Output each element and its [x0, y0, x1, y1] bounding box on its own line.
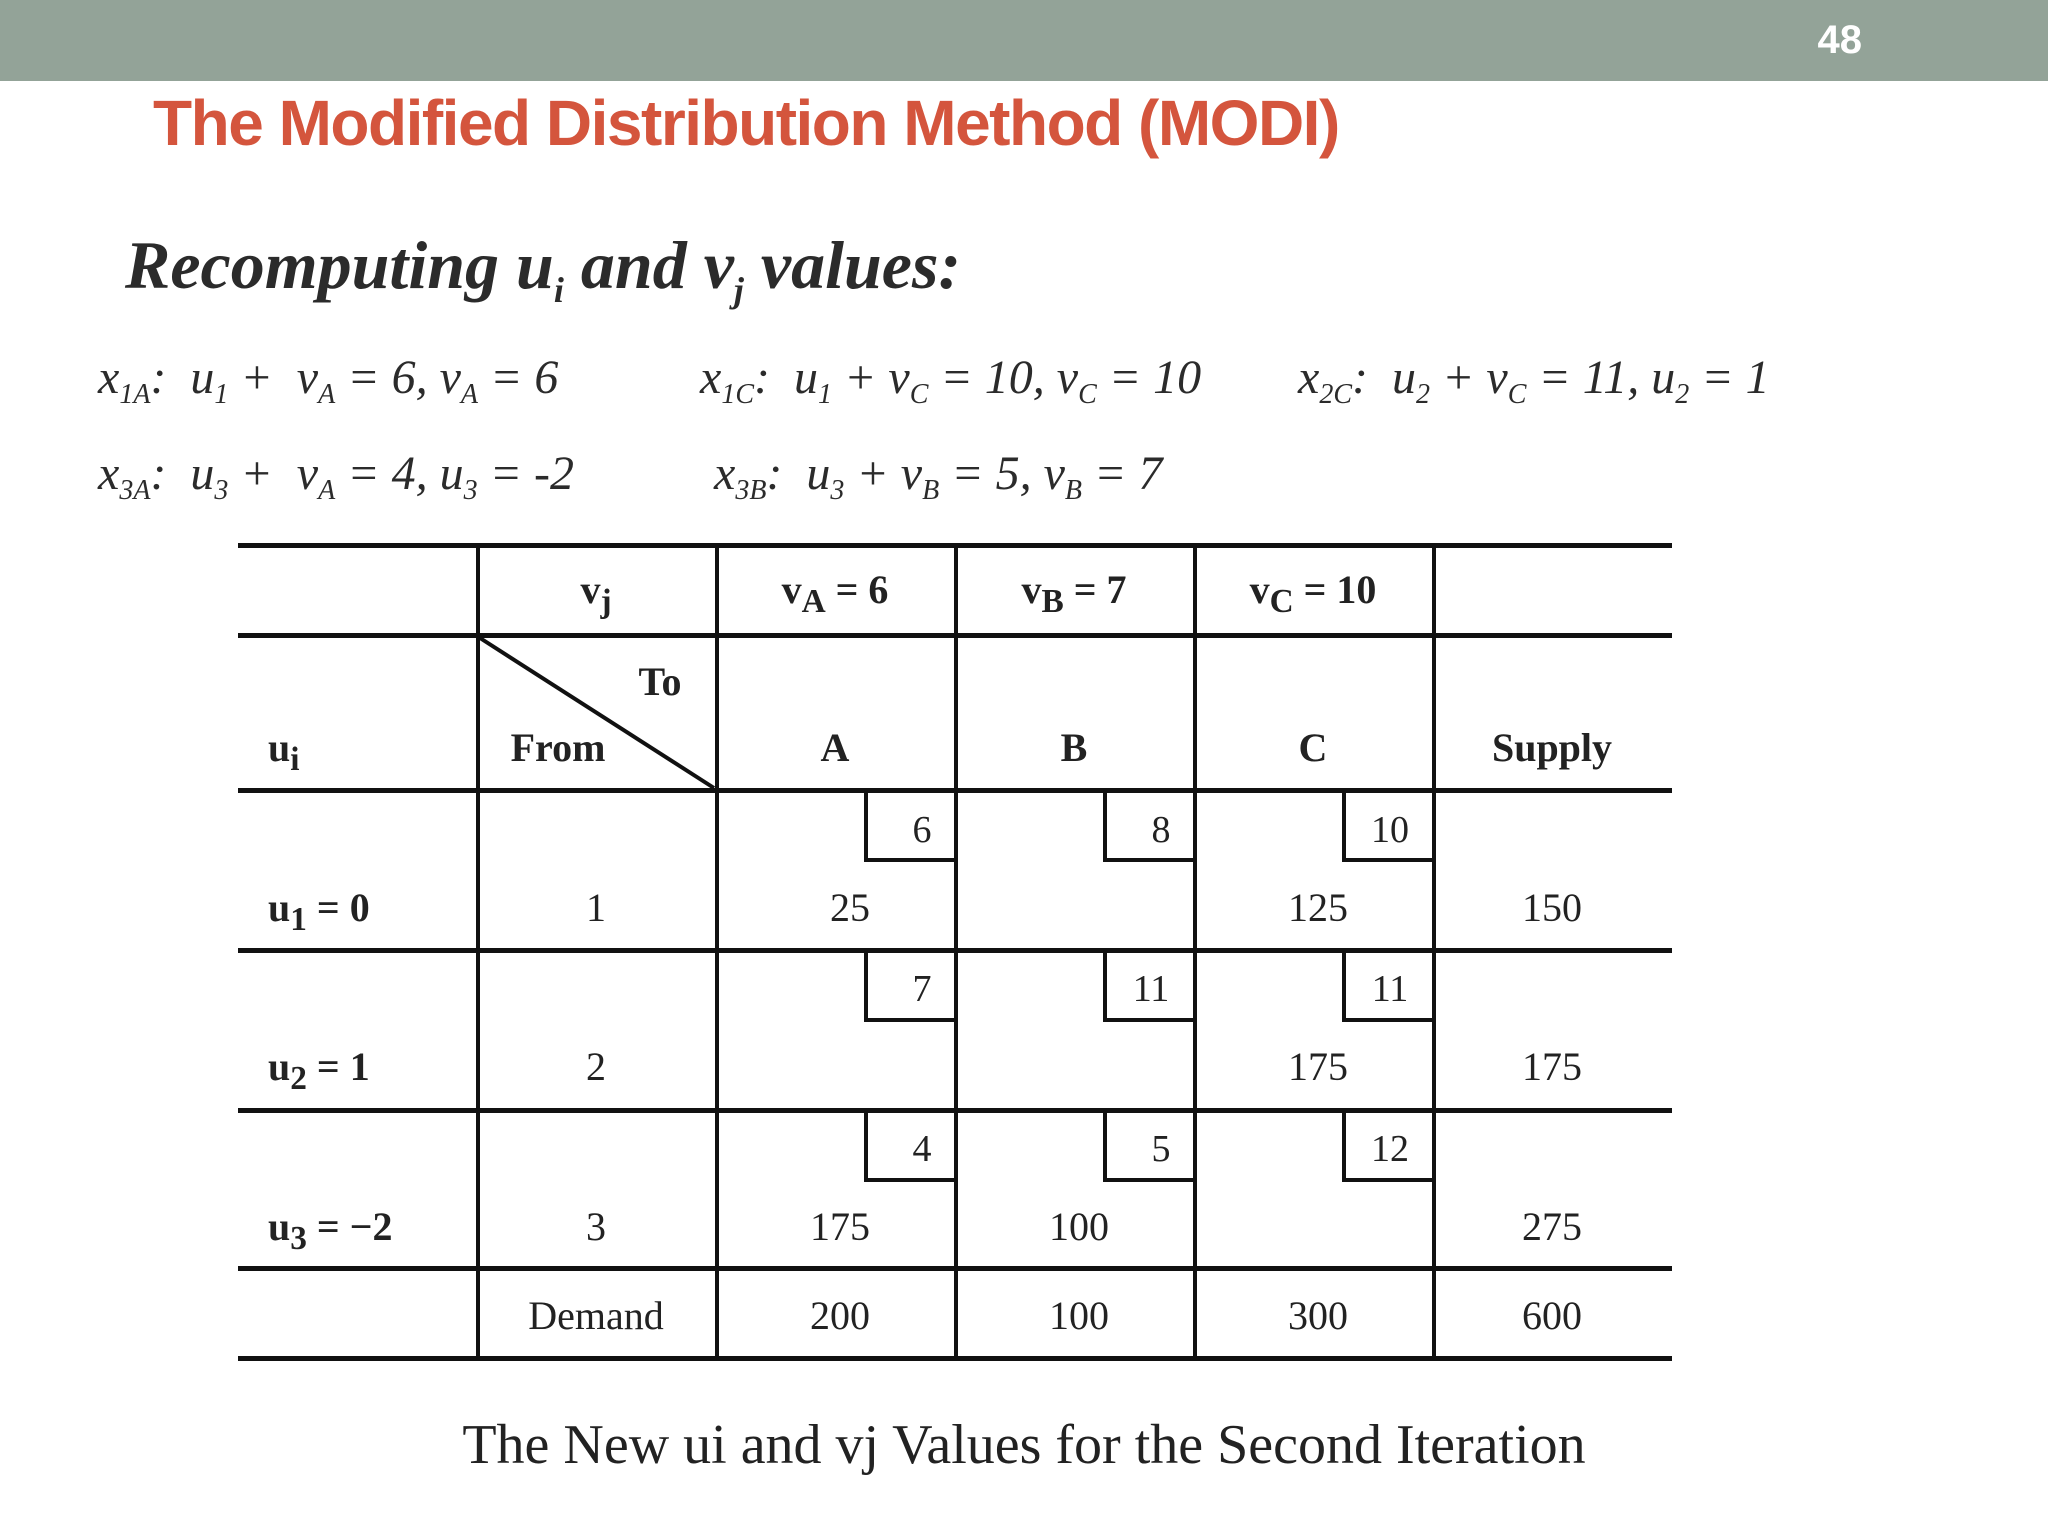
cost-3b: 5: [1151, 1128, 1171, 1170]
cost-box: [864, 858, 954, 862]
u1-label: $u_1 = 0$: [268, 885, 370, 938]
supply-header: Supply: [1491, 725, 1613, 770]
cost-box: [1342, 1178, 1432, 1182]
cost-1c: 10: [1371, 809, 1409, 851]
table-divider: [1432, 545, 1436, 1358]
cost-box: [864, 1178, 954, 1182]
equation-x3b: $x_{3B}$: $u_3 + v_B = 5$, $v_B = 7$: [714, 447, 1163, 506]
from-1: 1: [586, 885, 606, 930]
cost-box: [864, 1110, 868, 1178]
demand-c: 300: [1288, 1293, 1348, 1338]
vc-header: $v_C = 10$: [1249, 567, 1377, 620]
cost-box: [1342, 1110, 1346, 1178]
cost-2c: 11: [1371, 968, 1409, 1010]
equation-x1a: $x_{1A}$: $u_1 + v_A = 6$, $v_A = 6$: [98, 351, 559, 410]
cost-box: [864, 790, 868, 858]
from-label: From: [510, 725, 606, 770]
table-caption: The New ui and vj Values for the Second Iteration: [462, 1414, 1586, 1476]
cost-box: [1103, 1178, 1193, 1182]
vj-header: $v_j$: [580, 567, 612, 620]
slide-title: The Modified Distribution Method (MODI): [153, 87, 1339, 159]
cost-box: [1342, 1018, 1432, 1022]
cost-box: [1342, 950, 1346, 1018]
equation-x3a: $x_{3A}$: $u_3 + v_A = 4$, $u_3 = -2$: [98, 447, 574, 506]
cost-box: [1342, 790, 1346, 858]
alloc-3b: 100: [1049, 1204, 1109, 1249]
alloc-3a: 175: [810, 1204, 870, 1249]
column-c-header: C: [1298, 725, 1328, 770]
slide-number: 48: [1817, 18, 1862, 62]
column-a-header: A: [820, 725, 850, 770]
cost-1b: 8: [1151, 809, 1171, 851]
cost-1a: 6: [912, 809, 932, 851]
supply-3: 275: [1522, 1204, 1582, 1249]
table-divider: [1193, 545, 1197, 1358]
demand-label: Demand: [528, 1293, 664, 1338]
u2-label: $u_2 = 1$: [268, 1044, 370, 1097]
alloc-1a: 25: [830, 885, 870, 930]
va-header: $v_A = 6$: [781, 567, 889, 620]
from-2: 2: [586, 1044, 606, 1089]
cost-box: [864, 1018, 954, 1022]
alloc-1c: 125: [1288, 885, 1348, 930]
subtitle: Recomputing $u_i$ and $v_j$ values:: [125, 227, 962, 310]
cost-box: [1342, 858, 1432, 862]
from-3: 3: [586, 1204, 606, 1249]
cost-box: [1103, 950, 1107, 1018]
supply-2: 175: [1522, 1044, 1582, 1089]
to-label: To: [638, 659, 682, 704]
alloc-2c: 175: [1288, 1044, 1348, 1089]
column-b-header: B: [1060, 725, 1088, 770]
cost-box: [1103, 858, 1193, 862]
cost-2a: 7: [912, 968, 932, 1010]
equation-x1c: $x_{1C}$: $u_1 + v_C = 10$, $v_C = 10$: [700, 351, 1202, 410]
cost-box: [864, 950, 868, 1018]
demand-b: 100: [1049, 1293, 1109, 1338]
table-divider: [954, 545, 958, 1358]
demand-a: 200: [810, 1293, 870, 1338]
cost-3c: 12: [1371, 1128, 1409, 1170]
u3-label: $u_3 = -2$: [268, 1204, 393, 1257]
cost-box: [1103, 1018, 1193, 1022]
equation-x2c: $x_{2C}$: $u_2 + v_C = 11$, $u_2 = 1$: [1298, 351, 1770, 410]
total: 600: [1522, 1293, 1582, 1338]
cost-3a: 4: [912, 1128, 932, 1170]
vb-header: $v_B = 7$: [1021, 567, 1127, 620]
supply-1: 150: [1522, 885, 1582, 930]
ui-header: $u_i$: [268, 725, 300, 778]
cost-2b: 11: [1132, 968, 1170, 1010]
cost-box: [1103, 1110, 1107, 1178]
cost-box: [1103, 790, 1107, 858]
